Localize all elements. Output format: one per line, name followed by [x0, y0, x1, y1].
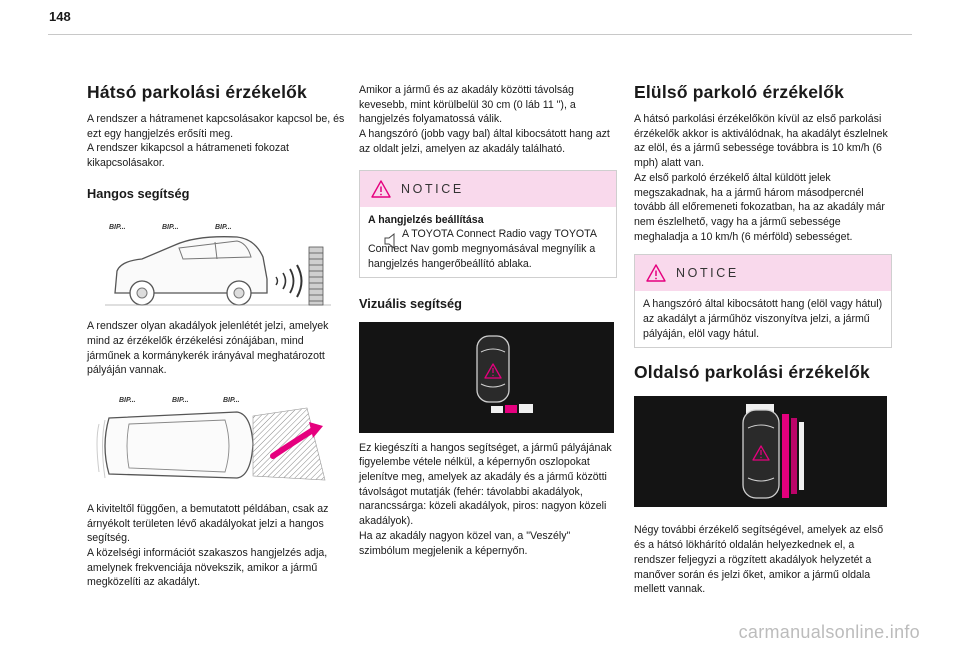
side-sensors-text: Négy további érzékelő segítségével, amelyek az első és a hátsó lökhárító oldalán helyezkednek el, a rendszer feljegyzi a rögzített akadályok helyzetét a manőver során és jelzi őket, amikor a jármű oldala mellett vannak.	[634, 524, 884, 596]
beep-label: BIP...	[162, 224, 179, 232]
speaker-icon	[382, 231, 398, 251]
column-right	[634, 82, 892, 597]
beep-label: BIP...	[119, 396, 136, 404]
screen-rear-sensor-display	[359, 322, 614, 433]
rear-intro: A rendszer a hátramenet kapcsolásakor kapcsol be, és ezt egy hangjelzés erősíti meg. A rendszer kikapcsol a hátrameneti fokozat kikapcsolásakor.	[87, 113, 345, 170]
front-sensors-text: A hátsó parkolási érzékelőkön kívül az első parkolási érzékelők akkor is aktiválódnak, ha akadályt észlelnek az elöl, és a jármű sebessége továbbra is 10 km/h (6 mph) alatt van. Az első parkoló érzékelő által küldött jelek megszakadnak, ha a jármű három másodpercnél tovább áll előremeneti fokozatban, ha az akadály már nem észlelhető, vagy ha a jármű sebessége meghaladja a 10 km/h (6 mérföld) sebességet.	[634, 113, 888, 243]
continuous-tone-text: Amikor a jármű és az akadály közötti távolság kevesebb, mint körülbelül 30 cm (0 láb 11 "), a hangjelzés folyamatossá válik. A hangszóró (jobb vagy bal) által kibocsátott hang azt az oldalt jelzi, amelyen az akadály található.	[359, 84, 610, 155]
page-number: 148	[49, 9, 71, 24]
notice-header	[635, 255, 891, 291]
beep-label: BIP...	[109, 224, 126, 232]
beep-label: BIP...	[223, 396, 240, 404]
beep-label: BIP...	[172, 396, 189, 404]
beep-label: BIP...	[215, 224, 232, 232]
brick-wall	[309, 247, 323, 305]
section-title-front: Elülső parkoló érzékelők	[634, 82, 845, 102]
notice-header	[360, 171, 616, 207]
notice-box-volume	[359, 170, 617, 279]
watermark: carmanualsonline.info	[738, 622, 920, 642]
subheading-visual: Vizuális segítség	[359, 296, 462, 312]
illustration-car-top	[87, 380, 345, 498]
screen-side-sensor-display	[634, 396, 887, 507]
warning-icon	[371, 180, 391, 198]
notice-box-speaker	[634, 254, 892, 348]
notice-label: NOTICE	[401, 181, 464, 196]
rear-shaded-area-text: A kiviteltől függően, a bemutatott példában, csak az árnyékolt területen lévő akadályokat jelzi a hangos segítség. A közelségi információt szakaszos hangjelzés adja, amelynek frekvenciája növekszik, amikor a jármű megközelíti az akadályt.	[87, 502, 329, 589]
notice-text: A TOYOTA Connect Radio vagy TOYOTA Connect Nav gomb megnyomásával megnyílik a hangjelzés hangerőbeállító ablaka.	[368, 228, 597, 270]
section-title-rear: Hátsó parkolási érzékelők	[87, 82, 307, 102]
visual-assist-text: Ez kiegészíti a hangos segítséget, a jármű pályájának figyelembe vétele nélkül, a képernyőn oszlopokat jelenítve meg, amelyek az akadály és a jármű közötti távolságot mutatják (fehér: távolabbi akadályok, narancssárga: közeli akadályok, piros: nagyon közeli akadályok). Ha az akadály nagyon közel van, a "Veszély" szimbólum megjelenik a képernyőn.	[359, 441, 612, 557]
subheading-sound: Hangos segítség	[87, 185, 190, 201]
notice-text: A hangszóró által kibocsátott hang (elöl vagy hátul) az akadályt a járműhöz viszonyítva jelzi, a jármű pályáján, elöl vagy hátul.	[643, 298, 883, 340]
illustration-car-side	[87, 201, 345, 319]
column-middle	[359, 83, 617, 558]
column-left	[87, 82, 345, 590]
notice-body	[360, 207, 616, 278]
top-rule	[48, 34, 912, 35]
rear-detection-text: A rendszer olyan akadályok jelenlétét jelzi, amelyek mind az érzékelők érzékelési zónájában, mind járműnek a kormánykerék irányával meghatározott pályáján vannak.	[87, 320, 329, 377]
warning-icon	[646, 264, 666, 282]
notice-label: NOTICE	[676, 266, 739, 281]
notice-body	[635, 291, 891, 347]
notice-heading: A hangjelzés beállítása	[368, 213, 484, 226]
section-title-side: Oldalsó parkolási érzékelők	[634, 362, 870, 383]
